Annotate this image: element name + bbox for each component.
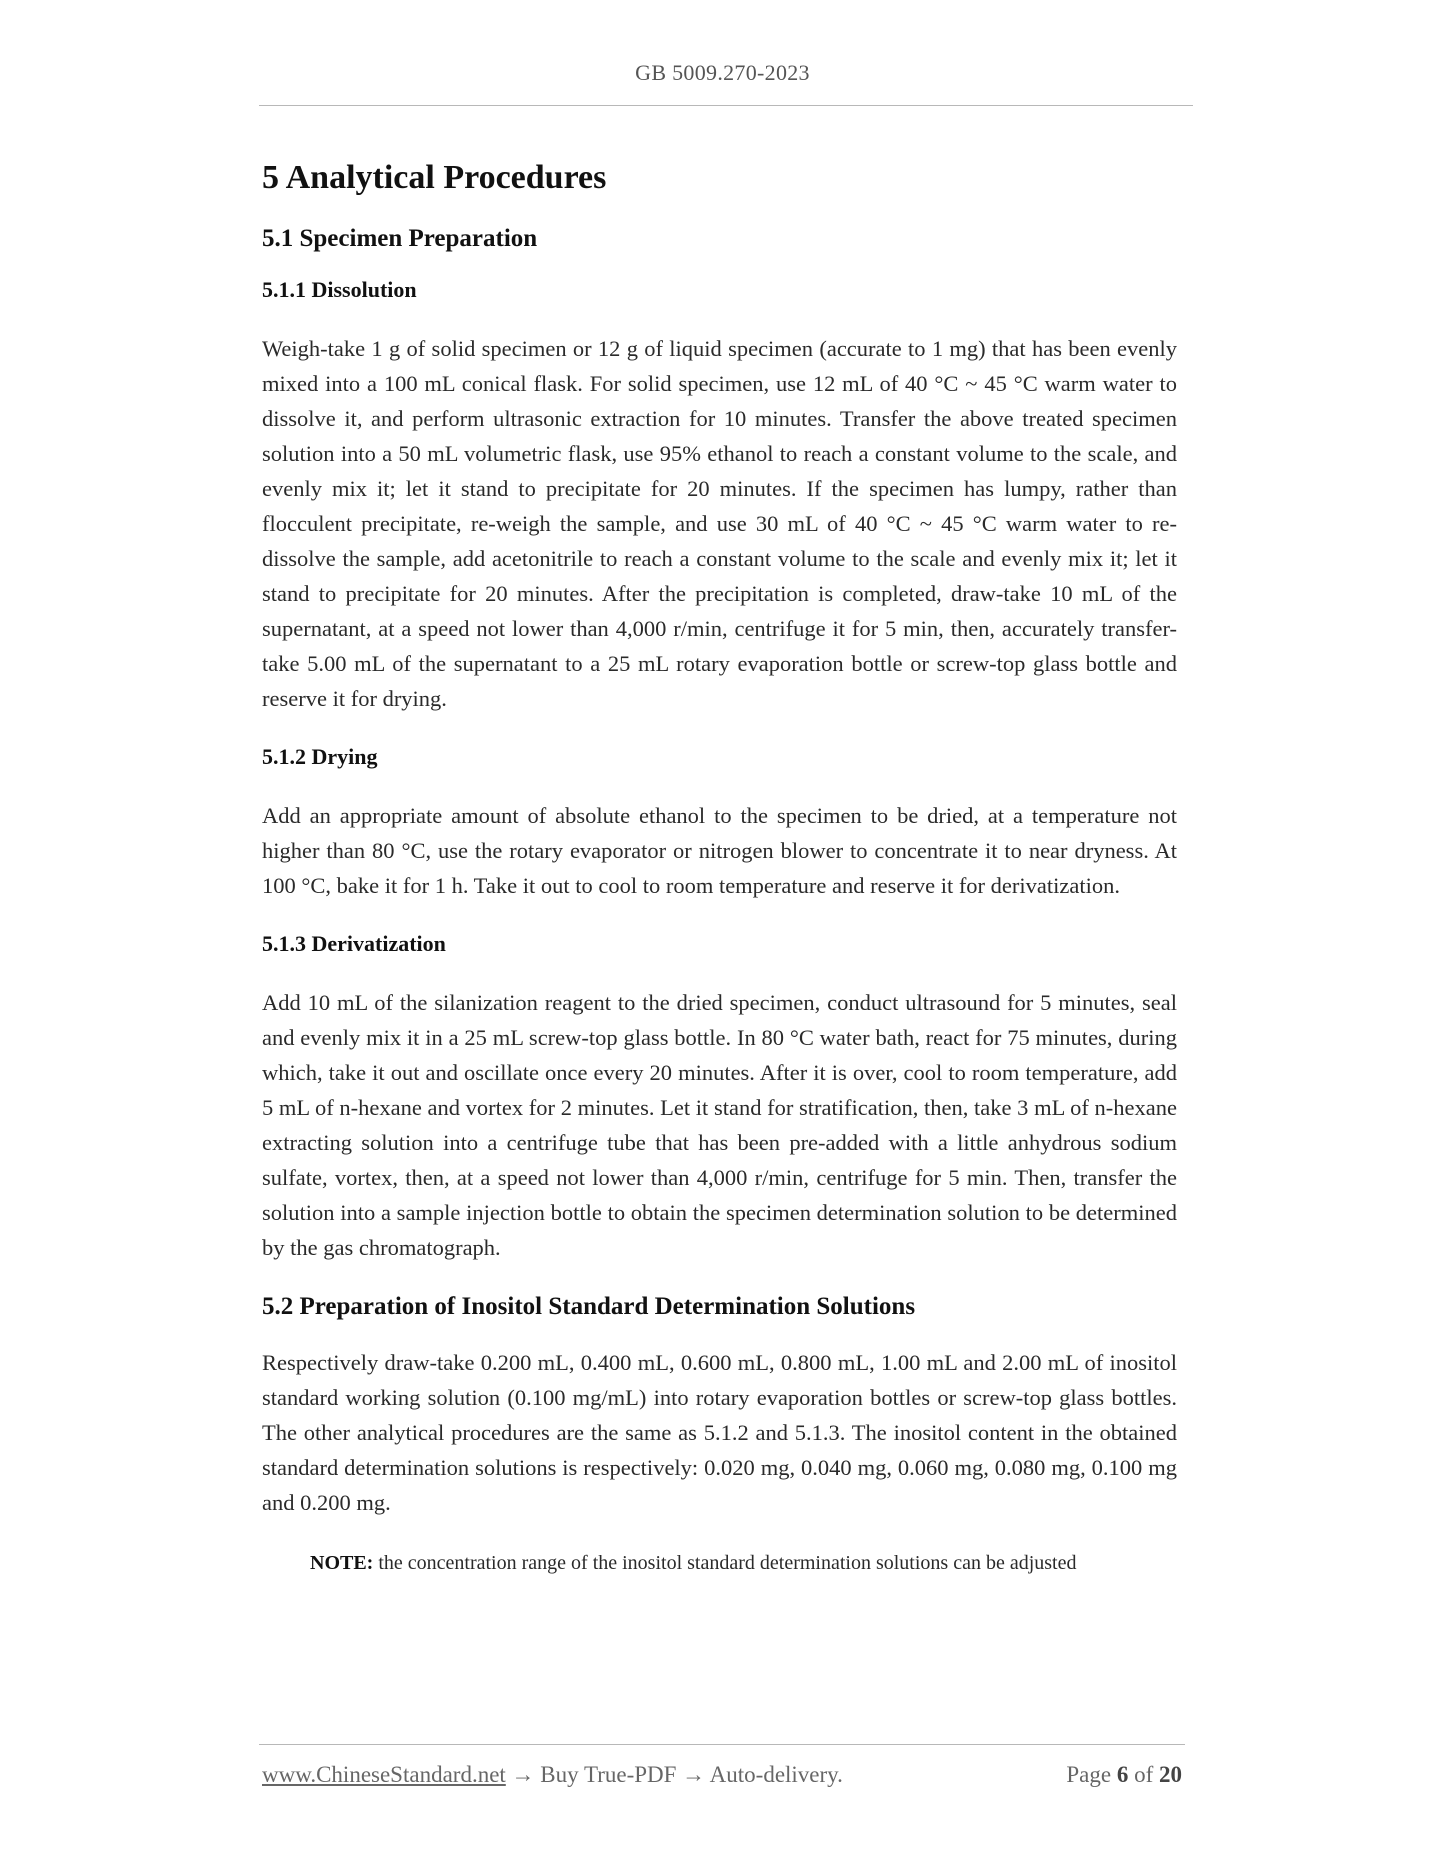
footer-promo [262, 1762, 843, 1788]
header-divider [259, 105, 1193, 106]
section-5-2-title: 5.2 Preparation of Inositol Standard Determination Solutions [262, 1293, 916, 1321]
standard-code-header: GB 5009.270-2023 [635, 60, 810, 85]
section-5-title: 5 Analytical Procedures [262, 159, 607, 196]
section-5-1-2-title: 5.1.2 Drying [262, 744, 378, 770]
page-total: 20 [1159, 1762, 1182, 1787]
section-5-1-3-text: Add 10 mL of the silanization reagent to the dried specimen, conduct ultrasound for 5 minutes, seal and evenly mix it in a 25 mL screw-top glass bottle. In 80 °C water bath, react for 75 minutes, during which, take it out and oscillate once every 20 minutes. After it is over, cool to room temperature, add 5 mL of n-hexane and vortex for 2 minutes. Let it stand for stratification, then, take 3 mL of n-hexane extracting solution into a centrifuge tube that has been pre-added with a little anhydrous sodium sulfate, vortex, then, at a speed not lower than 4,000 r/min, centrifuge for 5 min. Then, transfer the solution into a sample injection bottle to obtain the specimen determination solution to be determined by the gas chromatograph. [262, 990, 1177, 1261]
note-label: NOTE: [310, 1552, 374, 1575]
section-5-1-1-title: 5.1.1 Dissolution [262, 277, 417, 303]
section-5-1-3-title: 5.1.3 Derivatization [262, 931, 446, 957]
page-word: Page [1066, 1762, 1117, 1787]
section-5-1-2-text: Add an appropriate amount of absolute ethanol to the specimen to be dried, at a temperature not higher than 80 °C, use the rotary evaporator or nitrogen blower to concentrate it to near dryness. At 100 °C, bake it for 1 h. Take it out to cool to room temperature and reserve it for derivatization. [262, 803, 1177, 899]
page-of: of [1128, 1762, 1159, 1787]
page-number [1066, 1762, 1182, 1788]
section-5-1-title: 5.1 Specimen Preparation [262, 225, 538, 253]
page-content [262, 158, 1177, 1578]
page-current: 6 [1116, 1762, 1129, 1787]
footer-divider [259, 1744, 1185, 1745]
section-5-1-1-text: Weigh-take 1 g of solid specimen or 12 g of liquid specimen (accurate to 1 mg) that has been evenly mixed into a 100 mL conical flask. For solid specimen, use 12 mL of 40 °C ~ 45 °C warm water to dissolve it, and perform ultrasonic extraction for 10 minutes. Transfer the above treated specimen solution into a 50 mL volumetric flask, use 95% ethanol to reach a constant volume to the scale, and evenly mix it; let it stand to precipitate for 20 minutes. If the specimen has lumpy, rather than flocculent precipitate, re-weigh the sample, and use 30 mL of 40 °C ~ 45 °C warm water to re-dissolve the sample, add acetonitrile to reach a constant volume to the scale and evenly mix it; let it stand to precipitate for 20 minutes. After the precipitation is completed, draw-take 10 mL of the supernatant, at a speed not lower than 4,000 r/min, centrifuge it for 5 min, then, accurately transfer-take 5.00 mL of the supernatant to a 25 mL rotary evaporation bottle or screw-top glass bottle and reserve it for drying. [262, 336, 1177, 712]
section-5-2-text: Respectively draw-take 0.200 mL, 0.400 mL, 0.600 mL, 0.800 mL, 1.00 mL and 2.00 mL of inositol standard working solution (0.100 mg/mL) into rotary evaporation bottles or screw-top glass bottles. The other analytical procedures are the same as 5.1.2 and 5.1.3. The inositol content in the obtained standard determination solutions is respectively: 0.020 mg, 0.040 mg, 0.060 mg, 0.080 mg, 0.100 mg and 0.200 mg. [262, 1350, 1177, 1516]
note [310, 1548, 1177, 1578]
footer-tagline: → Buy True-PDF → Auto-delivery. [505, 1762, 843, 1787]
note-text: the concentration range of the inositol standard determination solutions can be adjusted [373, 1552, 1077, 1575]
site-link[interactable]: www.ChineseStandard.net [262, 1762, 506, 1787]
